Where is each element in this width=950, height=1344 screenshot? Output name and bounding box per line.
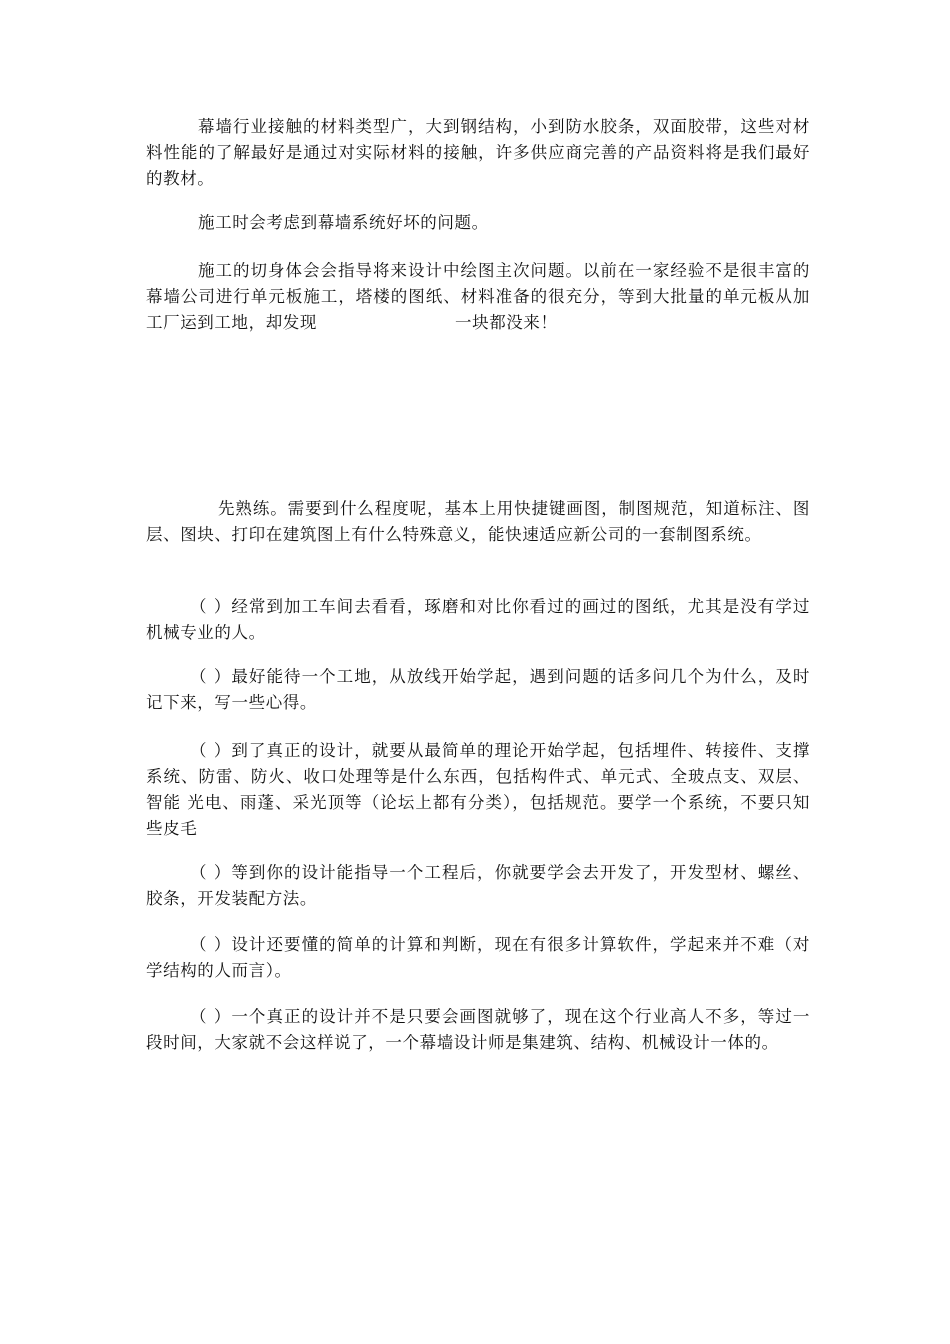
list-item-true-designer: （ ）一个真正的设计并不是只要会画图就够了，现在这个行业高人不多，等过一段时间，大家就不会这样说了，一个幕墙设计师是集建筑、结构、机械设计一体的。 xyxy=(146,1007,810,1052)
paragraph-construction-experience xyxy=(146,258,810,336)
list-item-design-theory: （ ）到了真正的设计，就要从最简单的理论开始学起，包括埋件、转接件、支撑系统、防雷、防火、收口处理等是什么东西，包括构件式、单元式、全玻点支、双层、智能 光电、雨蓬、采光顶等（论坛上都有分类），包括规范。要学一个系统，不要只知些皮毛 xyxy=(146,741,810,838)
list-item-site: （ ）最好能待一个工地，从放线开始学起，遇到问题的话多问几个为什么，及时记下来，写一些心得。 xyxy=(146,667,810,712)
paragraph-construction-experience-part2: 一块都没来！ xyxy=(455,313,558,332)
list-item-calculation: （ ）设计还要懂的简单的计算和判断，现在有很多计算软件，学起来并不难（对学结构的人而言）。 xyxy=(146,935,810,980)
paragraph-construction-experience-part1: 施工的切身体会会指导将来设计中绘图主次问题。以前在一家经验不是很丰富的幕墙公司进行单元板施工，塔楼的图纸、材料准备的很充分，等到大批量的单元板从加工厂运到工地，却发现 xyxy=(146,261,810,332)
list-item-workshop: （ ）经常到加工车间去看看，琢磨和对比你看过的画过的图纸，尤其是没有学过机械专业的人。 xyxy=(146,597,810,642)
paragraph-drawing-skills: 先熟练。需要到什么程度呢，基本上用快捷键画图，制图规范，知道标注、图层、图块、打印在建筑图上有什么特殊意义，能快速适应新公司的一套制图系统。 xyxy=(146,499,810,544)
paragraph-materials: 幕墙行业接触的材料类型广，大到钢结构，小到防水胶条，双面胶带，这些对材料性能的了解最好是通过对实际材料的接触，许多供应商完善的产品资料将是我们最好的教材。 xyxy=(146,117,810,188)
paragraph-construction-quality: 施工时会考虑到幕墙系统好坏的问题。 xyxy=(198,213,489,232)
list-item-development: （ ）等到你的设计能指导一个工程后，你就要学会去开发了，开发型材、螺丝、胶条，开发装配方法。 xyxy=(146,863,810,908)
